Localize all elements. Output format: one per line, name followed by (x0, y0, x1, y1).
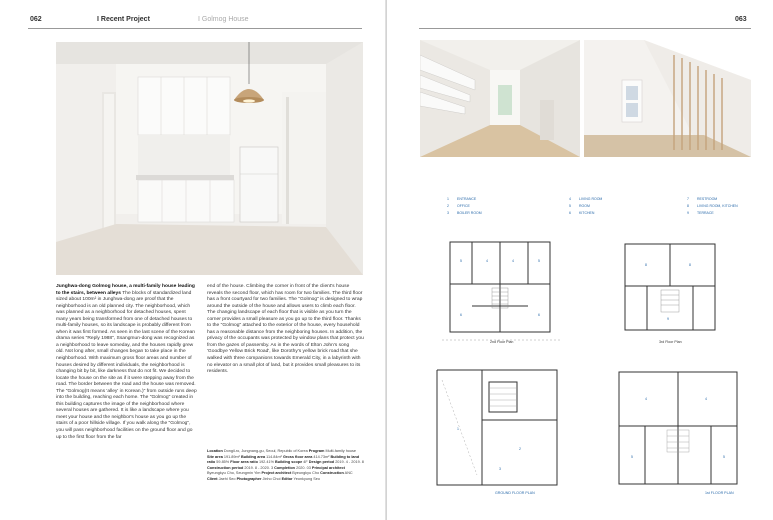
article-text-1: The blocks of standardized land sized about 100m² in Junghwa-dong are proof that the neighborhood is an old planned city. The neighborhood, which was planned as a neighborhood for detached houses, spent many years being transformed from one of detached houses to multi-family houses, so its landscape is probably different from when it was first formed. As seen in the last scene of the Korean drama series "Reply 1988", Ssangmun-dong was recognized as a neighborhood to leave someday, and the houses rapidly grew old. Not long after, small changes began to take place in the neighborhood. With maximum gross floor areas and number of houses desired by different individuals, the neighborhood is changing bit by bit, like darkness that do not fit. We decided to locate the house on the site as if it were stepping away from the road. The border between the road and the house was removed. The "Golmog(It means 'alley' in Korean.)" from outside runs deep into the building, reaching each home. The "Golmog" created in this building captures the image of the neighborhood where several houses are gathered. It is like a landscape where you meet your house and the neighbor's house as you go up the stairs of a poor hillside village. If you walk along the "Golmog", you will pass neighborhood facilities on the ground floor and go up to the first floor from the far (56, 290, 197, 440)
second-floor-plan (442, 236, 562, 346)
corridor-photo (420, 40, 580, 157)
header-rule (28, 28, 362, 29)
third-floor-plan (617, 236, 729, 346)
section-title: I Recent Project (97, 16, 150, 23)
header-rule-right (419, 28, 751, 29)
attic-photo (584, 40, 751, 157)
legend-item: 5 ROOM (569, 204, 590, 208)
legend-item: 7 RESTROOM (687, 197, 718, 201)
left-page-number: 062 (30, 16, 42, 23)
legend-col-3 (687, 196, 738, 217)
ground-floor-plan-label: GROUND FLOOR PLAN (495, 491, 535, 495)
article-column-1 (56, 284, 198, 441)
kitchen-photo (56, 42, 363, 275)
svg-text:2: 2 (519, 447, 521, 451)
svg-text:8: 8 (689, 263, 691, 267)
left-page (0, 0, 386, 520)
svg-text:3: 3 (499, 467, 501, 471)
legend-item: 1 ENTRANCE (447, 197, 477, 201)
legend-item: 6 KITCHEN (569, 211, 595, 215)
article-lead: Junghwa-dong Golmog house, a multi-family house leading to the stairs, between alleys (56, 284, 195, 296)
svg-text:5: 5 (538, 259, 540, 263)
svg-text:4: 4 (645, 397, 647, 401)
svg-text:5: 5 (631, 455, 633, 459)
first-floor-plan (605, 360, 751, 500)
svg-text:4: 4 (512, 259, 514, 263)
svg-text:6: 6 (538, 313, 540, 317)
legend-item: 3 BOILER ROOM (447, 211, 482, 215)
right-page-number: 063 (735, 16, 747, 23)
legend-col-1 (447, 196, 482, 217)
svg-text:9: 9 (667, 317, 669, 321)
svg-text:5: 5 (723, 455, 725, 459)
first-floor-plan-label: 1st FLOOR PLAN (705, 491, 734, 495)
legend-item: 2 OFFICE (447, 204, 470, 208)
right-page (387, 0, 773, 520)
legend-item: 8 LIVING ROOM, KITCHEN (687, 204, 738, 208)
third-floor-plan-label: 3rd Floor Plan (659, 340, 682, 344)
second-floor-plan-label: 2nd Floor Plan (490, 340, 514, 344)
svg-text:4: 4 (486, 259, 488, 263)
svg-text:4: 4 (705, 397, 707, 401)
article-text-2: end of the house. Climbing the corner in front of the client's house reveals the second floor, which has room for two families. The third floor has a front courtyard for two families. The "Golmog" is designed to wrap around the outside of the house and allows users to climb each floor. The changing landscape of each floor that is visible as you turn the corner provides a small pleasure as you go up to the third floor. Thanks to the "Golmog" attached to the exterior of the house, every household has a reasonable distance from the neighboring houses. In addition, the privacy of the occupants was protected by window plans that protect you from the gazes of passersby. As in the words of Elton John's song 'Goodbye Yellow Brick Road', like Dorothy's yellow brick road that she walked with three companions towards Emerald City, in a labyrinth with no elevator on a small plot of land, but it provides small pleasures to its residents. (207, 284, 364, 375)
svg-text:1: 1 (457, 427, 459, 431)
legend-item: 4 LIVING ROOM (569, 197, 603, 201)
svg-text:5: 5 (460, 259, 462, 263)
legend-item: 9 TERRACE (687, 211, 714, 215)
article-column-2 (207, 284, 364, 376)
legend-col-2 (569, 196, 602, 217)
ground-floor-plan (427, 360, 567, 500)
svg-text:6: 6 (460, 313, 462, 317)
project-title: I Golmog House (198, 16, 249, 23)
svg-text:8: 8 (645, 263, 647, 267)
project-credits: Location Dongil-ro, Jungnang-gu, Seoul, Republic of Korea Program Multi-family house Site area 191.89m² Building area 114.84m² Gross floor area 414.73m² Building to land ratio 59.85% Floor area ratio 192.41% Building scope 4F Design period 2019. 4 - 2019. 8 Construction period 2019. 8 - 2020. 3 Completion 2020. 03 Principal architect Byeungkyu Cho, Seungmin Yim Project architect Byeungkyu Cho Construction ANC Client Jaehi Seo Photographer Jinho Choi Editor Yeonkyung Seo (207, 449, 364, 481)
